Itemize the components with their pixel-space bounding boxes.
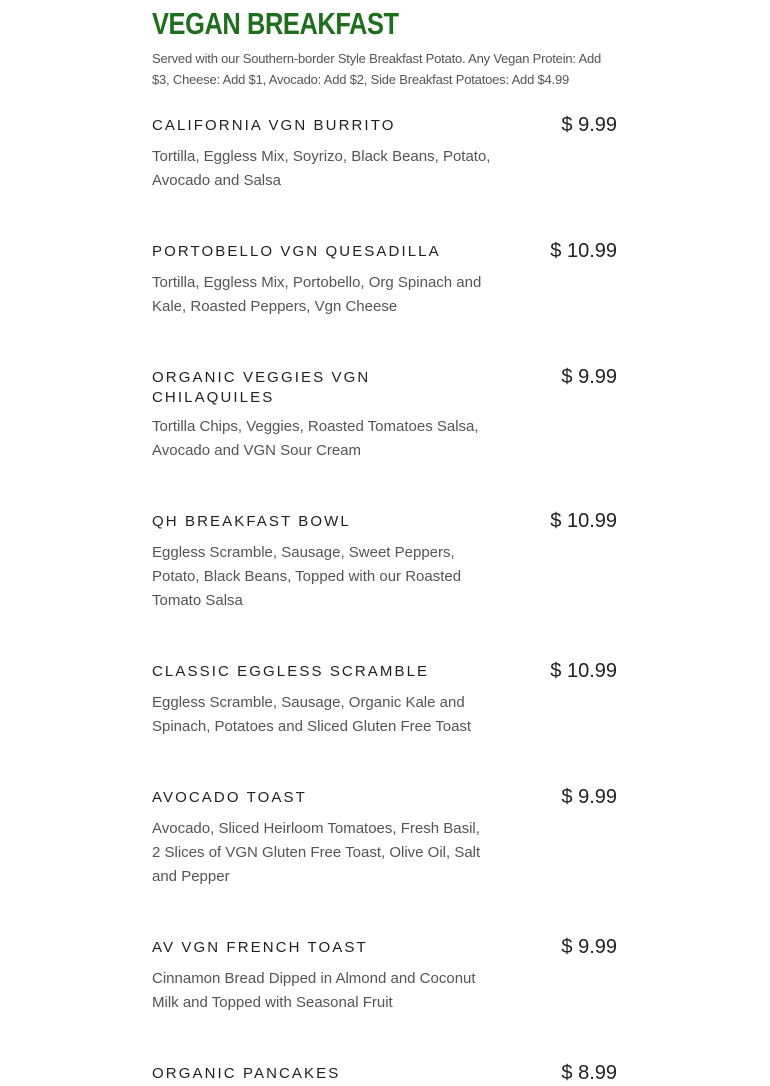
menu-item-description: Tortilla, Eggless Mix, Portobello, Org Spinach and Kale, Roasted Peppers, Vgn Cheese (152, 274, 482, 315)
menu-item-price: $ 10.99 (550, 240, 617, 262)
menu-item-description: Tortilla, Eggless Mix, Soyrizo, Black Beans, Potato, Avocado and Salsa (152, 148, 491, 189)
menu-item-name: AVOCADO TOAST (152, 789, 307, 806)
menu-item-name: QH BREAKFAST BOWL (152, 513, 351, 530)
menu-item-price: $ 10.99 (550, 660, 617, 682)
menu-item-price: $ 9.99 (561, 786, 617, 808)
menu-item-price: $ 9.99 (561, 936, 617, 958)
menu-item-price: $ 9.99 (561, 114, 617, 136)
menu-item-name: AV VGN FRENCH TOAST (152, 939, 368, 956)
menu-item-name: PORTOBELLO VGN QUESADILLA (152, 243, 441, 260)
menu-item-description: Tortilla Chips, Veggies, Roasted Tomatoes Salsa, Avocado and VGN Sour Cream (152, 418, 479, 459)
menu-item-name: CALIFORNIA VGN BURRITO (152, 117, 396, 134)
menu-item-price: $ 9.99 (561, 366, 617, 388)
section-note: Served with our Southern-border Style Breakfast Potato. Any Vegan Protein: Add $3, Cheese: Add $1, Avocado: Add $2, Side Breakfast Potatoes: Add $4.99 (152, 51, 602, 87)
menu-item-description: Cinnamon Bread Dipped in Almond and Coconut Milk and Topped with Seasonal Fruit (152, 970, 476, 1011)
menu-item-description: Eggless Scramble, Sausage, Sweet Peppers, Potato, Black Beans, Topped with our Roasted Tomato Salsa (152, 544, 462, 609)
menu-item-name: ORGANIC PANCAKES (152, 1065, 341, 1082)
menu-item-description: Avocado, Sliced Heirloom Tomatoes, Fresh Basil, 2 Slices of VGN Gluten Free Toast, Olive Oil, Salt and Pepper (152, 820, 481, 885)
menu-item-name: ORGANIC VEGGIES VGN CHILAQUILES (152, 369, 371, 406)
section-title: VEGAN BREAKFAST (152, 6, 399, 41)
menu-item-description: Eggless Scramble, Sausage, Organic Kale and Spinach, Potatoes and Sliced Gluten Free Toast (152, 694, 472, 735)
menu-item-name: CLASSIC EGGLESS SCRAMBLE (152, 663, 430, 680)
menu-item-price: $ 10.99 (550, 510, 617, 532)
menu-item-price: $ 8.99 (561, 1062, 617, 1084)
